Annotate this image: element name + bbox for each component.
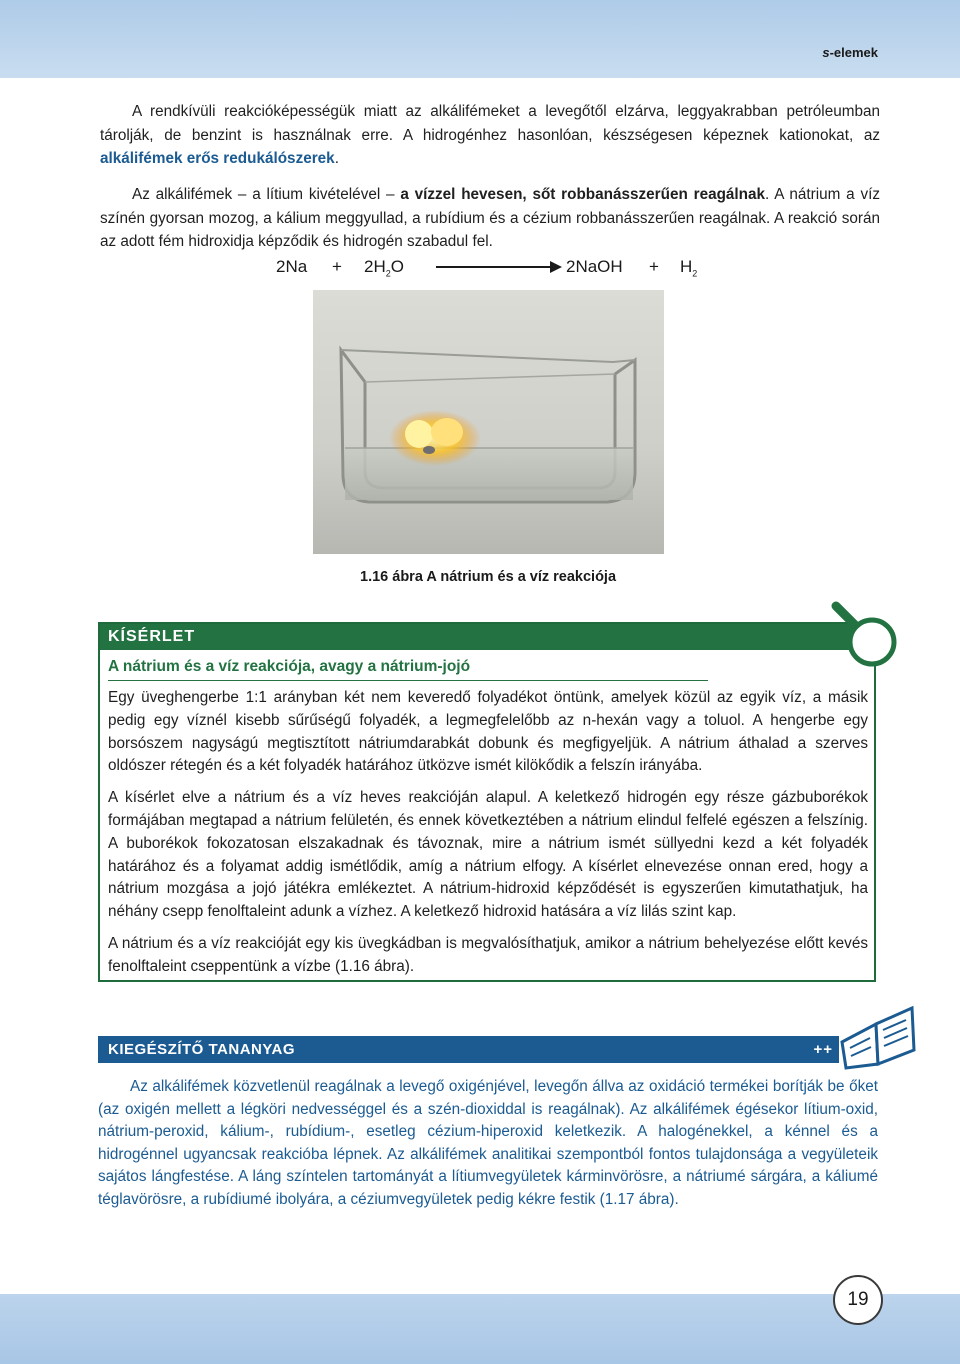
sodium-water-photo (313, 290, 664, 554)
keyword-water-reaction: a vízzel hevesen, sőt robbanásszerűen reagálnak (400, 186, 766, 203)
experiment-body (108, 687, 868, 988)
magnifier-icon (830, 600, 900, 670)
experiment-paragraph-3: A nátrium és a víz reakcióját egy kis üvegkádban is megvalósíthatjuk, amikor a nátrium behelyezése előtt kevés fenolftaleint cseppentünk a vízbe (1.16 ábra). (108, 934, 868, 975)
supplement-header: KIEGÉSZÍTŐ TANANYAG ++ (98, 1036, 839, 1063)
intro-paragraph-1: A rendkívüli reakcióképességük miatt az alkálifémeket a levegőtől elzárva, leggyakrabban petróleumban tárolják, de benzint is használnak erre. A hidrogénhez hasonlóan, készségesen képeznek kationokat, az alkálifémek erős redukálószerek. (100, 103, 880, 167)
experiment-subtitle: A nátrium és a víz reakciója, avagy a nátrium-jojó (108, 658, 708, 681)
header-band (0, 0, 960, 78)
page-number: 19 (833, 1275, 883, 1325)
open-book-icon (838, 1004, 918, 1070)
figure-caption: 1.16 ábra A nátrium és a víz reakciója (360, 569, 617, 585)
experiment-paragraph-2: A kísérlet elve a nátrium és a víz heves reakcióján alapul. A keletkező hidrogén egy része gázbuborékok formájában megtapad a nátrium felületén, és ennek következtében a nátrium elindul felfelé egészen a felszínig. A buborékok fokozatosan elszakadnak és távoznak, mire a nátrium ismét süllyedni kezd a két folyadék határához és a folyamat addig ismétlődik, amíg a nátrium elfogy. A kísérlet elnevezése onnan ered, hogy a nátrium mozgása a jojó játékra emlékeztet. A nátrium-hidroxid képződését is egyszerűen kimutathatjuk, ha néhány csepp fenolftaleint adunk a vízhez. A keletkező hidroxid hatására a víz lilás szint kap. (108, 789, 868, 921)
section-label: s-elemek (822, 45, 878, 60)
keyword-reducing-agents: alkálifémek erős redukálószerek (100, 150, 335, 167)
experiment-box (98, 622, 876, 982)
supplement-marker: ++ (813, 1041, 833, 1058)
reaction-arrow (436, 266, 554, 268)
reaction-arrowhead (550, 261, 562, 273)
reaction-equation: 2Na + $2H_2O$ 2NaOH + $H_2$ (276, 257, 698, 279)
footer-band (0, 1294, 960, 1364)
experiment-paragraph-1: Egy üveghengerbe 1:1 arányban két nem keveredő folyadékot öntünk, amelyek közül az egyik víz, a másik pedig egy víznél kisebb sűrűségű folyadék, a legmegfelelőbb az n-hexán vagy a toluol. A hengerbe egy borsószem nagyságú megtisztított nátriumdarabkát dobunk és megfigyeljük. A nátrium áthalad a szerves oldószer rétegén és a két folyadék határához ütközve ismét kilökődik a felszín irányába. (108, 689, 868, 775)
intro-paragraph-2: Az alkálifémek – a lítium kivételével – a vízzel hevesen, sőt robbanásszerűen reagálnak. A nátrium a víz színén gyorsan mozog, a kálium meggyullad, a rubídium és a cézium robbanásszerűen reagálnak. A reakció során az adott fém hidroxidja képződik és hidrogén szabadul fel. (100, 186, 880, 250)
supplement-body: Az alkálifémek közvetlenül reagálnak a levegő oxigénjével, levegőn állva az oxidáció termékei borítják be őket (az oxigén mellett a légköri nedvességgel és a szén-dioxiddal is reagálnak). Az alkálifémek égésekor lítium-oxid, nátrium-peroxid, kálium-, rubídium-, esetleg cézium-hiperoxid keletkezik. A halogénekkel, a kénnel és a hidrogénnel ugyancsak reakcióba lépnek. Az alkálifémek analitikai szempontból fontos tulajdonsága a vegyületeik sajátos lángfestése. A láng színtelen tartományát a lítiumvegyületek kárminvörösre, a nátriumé sárgára, a káliumé téglavörösre, a rubídiumé ibolyára, a céziumvegyületek pedig kékre festik (1.17 ábra). (98, 1078, 878, 1208)
experiment-header: KÍSÉRLET (100, 624, 874, 650)
